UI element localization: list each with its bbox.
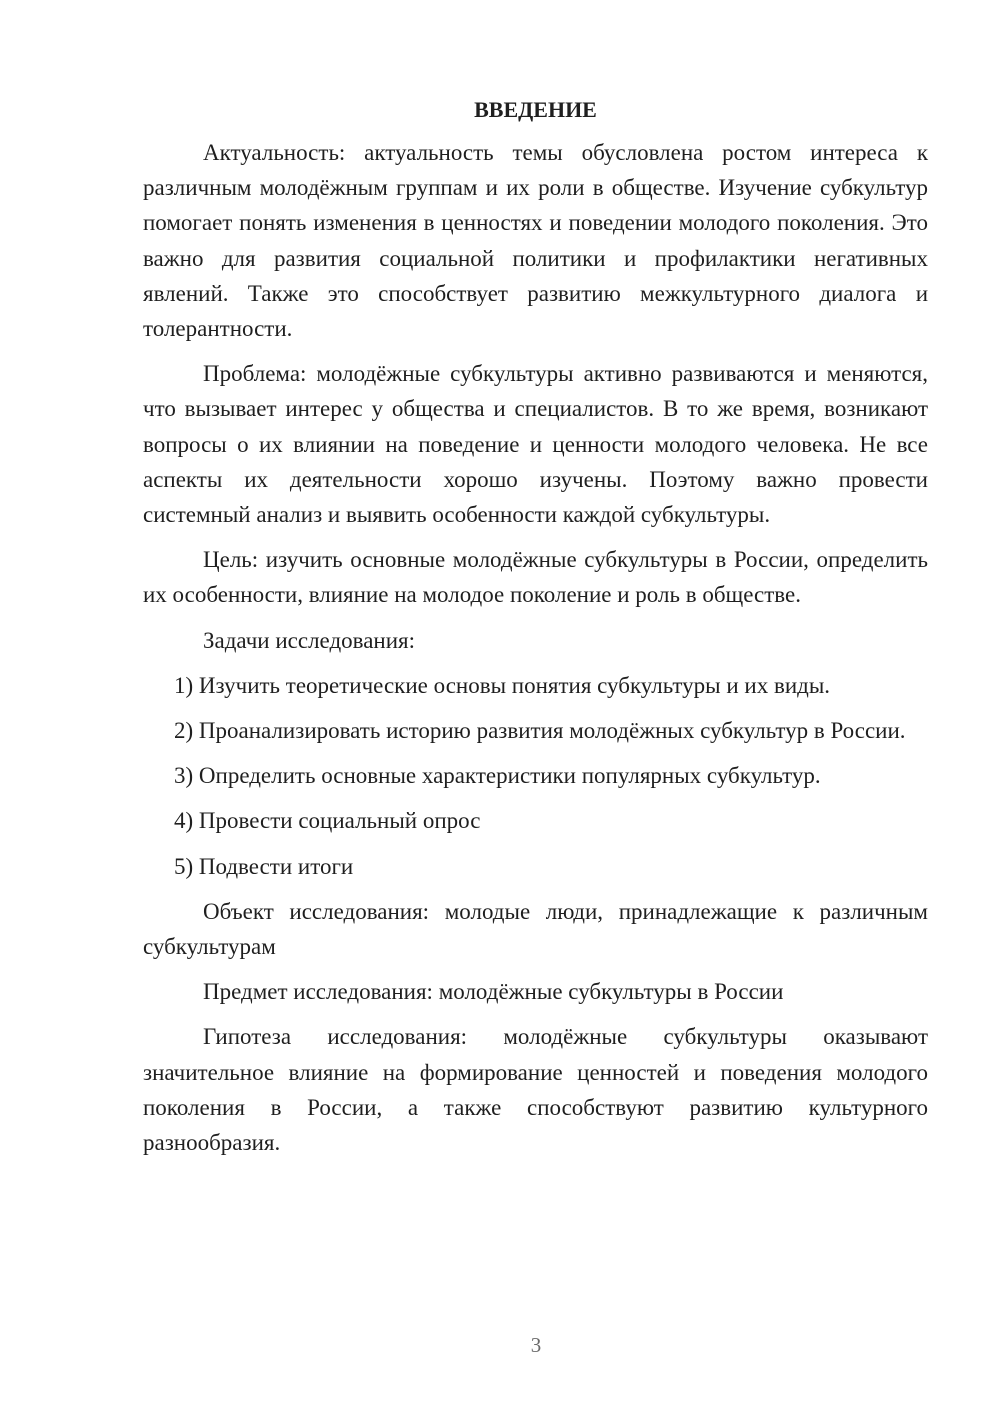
page-title: ВВЕДЕНИЕ <box>474 97 597 122</box>
page-number: 3 <box>530 1333 542 1357</box>
problem-paragraph: Проблема: молодёжные субкультуры активно развиваются и меняются, что вызывает интерес у общества и специалистов. В то же время, возникают вопросы о их влиянии на поведение и ценности молодого человека. Не все аспекты их деятельности хорошо изучены. Поэтому важно провести системный анализ и выявить особенности каждой субкультуры. <box>143 361 928 528</box>
hypothesis-paragraph: Гипотеза исследования: молодёжные субкультуры оказывают значительное влияние на формирование ценностей и поведения молодого поколения в России, а также способствуют развитию культурного разнообразия. <box>143 1024 928 1156</box>
goal-paragraph: Цель: изучить основные молодёжные субкультуры в России, определить их особенности, влияние на молодое поколение и роль в обществе. <box>143 547 928 608</box>
object-paragraph: Объект исследования: молодые люди, принадлежащие к различным субкультурам <box>143 898 928 960</box>
task-item-3: 3) Определить основные характеристики популярных субкультур. <box>174 763 821 789</box>
task-item-5: 5) Подвести итоги <box>174 853 354 879</box>
subject-paragraph: Предмет исследования: молодёжные субкультуры в России <box>203 979 784 1005</box>
relevance-paragraph: Актуальность: актуальность темы обусловлена ростом интереса к различным молодёжным группам и их роли в обществе. Изучение субкультур помогает понять изменения в ценностях и поведении молодого поколения. Это важно для развития социальной политики и профилактики негативных явлений. Также это способствует развитию межкультурного диалога и толерантности. <box>143 140 928 342</box>
task-item-2: 2) Проанализировать историю развития молодёжных субкультур в России. <box>174 718 906 744</box>
tasks-heading: Задачи исследования: <box>203 627 416 653</box>
document-body <box>143 92 928 1170</box>
task-item-4: 4) Провести социальный опрос <box>174 808 481 834</box>
task-item-1: 1) Изучить теоретические основы понятия субкультуры и их виды. <box>174 672 831 698</box>
